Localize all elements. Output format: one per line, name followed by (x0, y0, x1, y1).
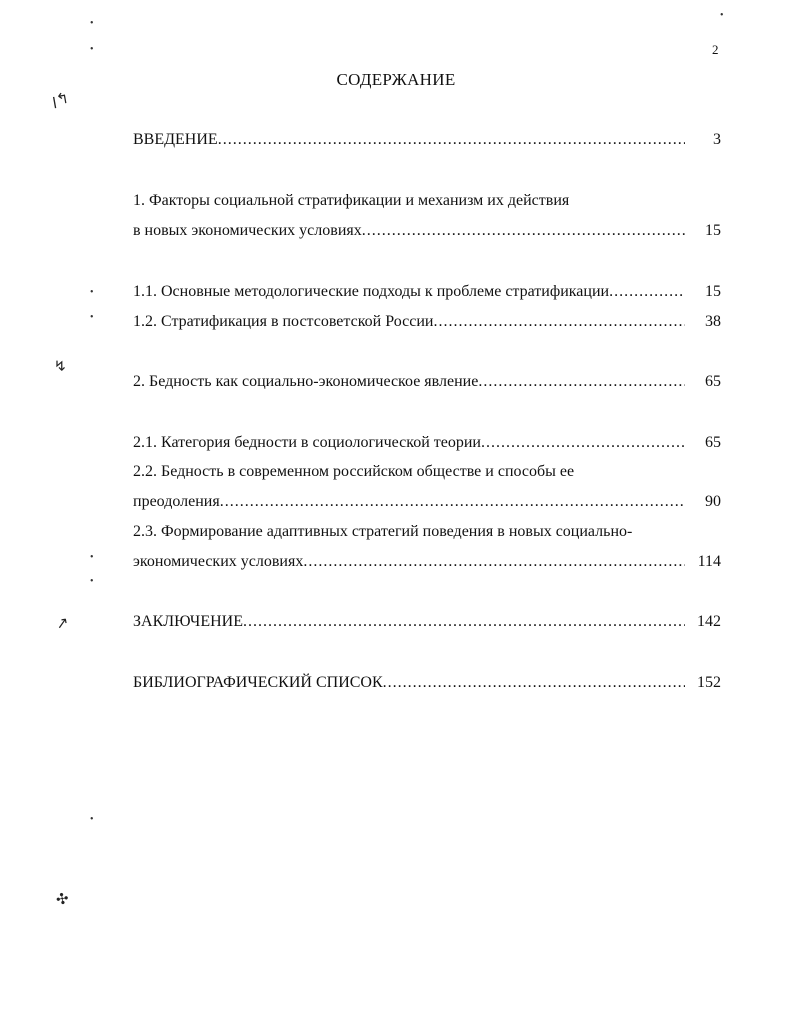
dot-leader (362, 222, 685, 240)
dot-leader (383, 674, 685, 692)
dot-leader (303, 553, 685, 571)
margin-dot: • (90, 576, 94, 587)
margin-dot: • (90, 312, 94, 323)
toc-entry-text: ЗАКЛЮЧЕНИЕ (133, 613, 243, 630)
margin-dot: • (90, 814, 94, 825)
toc-entry-text: БИБЛИОГРАФИЧЕСКИЙ СПИСОК (133, 674, 383, 691)
margin-dot: • (90, 287, 94, 298)
toc-entry-text: 1.1. Основные методологические подходы к проблеме стратификации (133, 283, 610, 300)
toc-entry-page: 65 (705, 434, 721, 451)
toc-entry-chapter1-line1[interactable]: 1. Факторы социальной стратификации и механизм их действия (133, 192, 570, 209)
toc-entry-page: 114 (697, 553, 721, 570)
toc-entry-page: 38 (705, 313, 721, 330)
toc-entry-page: 142 (697, 613, 721, 630)
toc-entry-text: 1.2. Стратификация в постсоветской России (133, 313, 434, 330)
margin-scribble: ꞁ↰ (50, 88, 71, 110)
dot-leader (609, 283, 685, 301)
page-number: 2 (712, 42, 719, 57)
toc-entry-page: 3 (713, 131, 721, 148)
dot-leader (478, 373, 685, 391)
dot-leader (220, 493, 685, 511)
page-title: СОДЕРЖАНИЕ (336, 70, 456, 89)
toc-entry-text: 2. Бедность как социально-экономическое явление (133, 373, 479, 390)
toc-entry-page: 90 (705, 493, 721, 510)
margin-dot: • (90, 44, 94, 55)
dot-leader (433, 313, 685, 331)
toc-entry-intro[interactable] (133, 131, 721, 153)
toc-entry-text: 2.1. Категория бедности в социологической теории (133, 434, 481, 451)
toc-entry-section-2-2[interactable] (133, 493, 721, 515)
margin-dot: • (720, 10, 724, 21)
toc-entry-section-2-3-line1[interactable]: 2.3. Формирование адаптивных стратегий поведения в новых социально- (133, 523, 633, 540)
toc-entry-bibliography[interactable] (133, 674, 721, 696)
toc-entry-section-1-1[interactable] (133, 283, 721, 305)
toc-entry-page: 15 (705, 283, 721, 300)
margin-dot: • (90, 552, 94, 563)
toc-entry-section-2-2-line1[interactable]: 2.2. Бедность в современном российском обществе и способы ее (133, 463, 575, 480)
toc-entry-conclusion[interactable] (133, 613, 721, 635)
toc-entry-section-2-1[interactable] (133, 434, 721, 456)
toc-entry-chapter2[interactable] (133, 373, 721, 395)
toc-entry-chapter1[interactable] (133, 222, 721, 244)
dot-leader (481, 434, 685, 452)
dot-leader (218, 131, 685, 149)
toc-entry-text: в новых экономических условиях (133, 222, 362, 239)
toc-entry-text: преодоления (133, 493, 220, 510)
margin-scribble: ✣ (54, 889, 71, 909)
margin-scribble: ↯ (52, 356, 69, 376)
toc-entry-text: экономических условиях (133, 553, 304, 570)
margin-scribble: ↗ (54, 613, 71, 633)
toc-entry-page: 65 (705, 373, 721, 390)
toc-entry-text: ВВЕДЕНИЕ (133, 131, 218, 148)
toc-entry-section-2-3[interactable] (133, 553, 721, 575)
toc-entry-page: 152 (697, 674, 721, 691)
dot-leader (243, 613, 685, 631)
margin-dot: • (90, 18, 94, 29)
toc-entry-page: 15 (705, 222, 721, 239)
toc-entry-section-1-2[interactable] (133, 313, 721, 335)
